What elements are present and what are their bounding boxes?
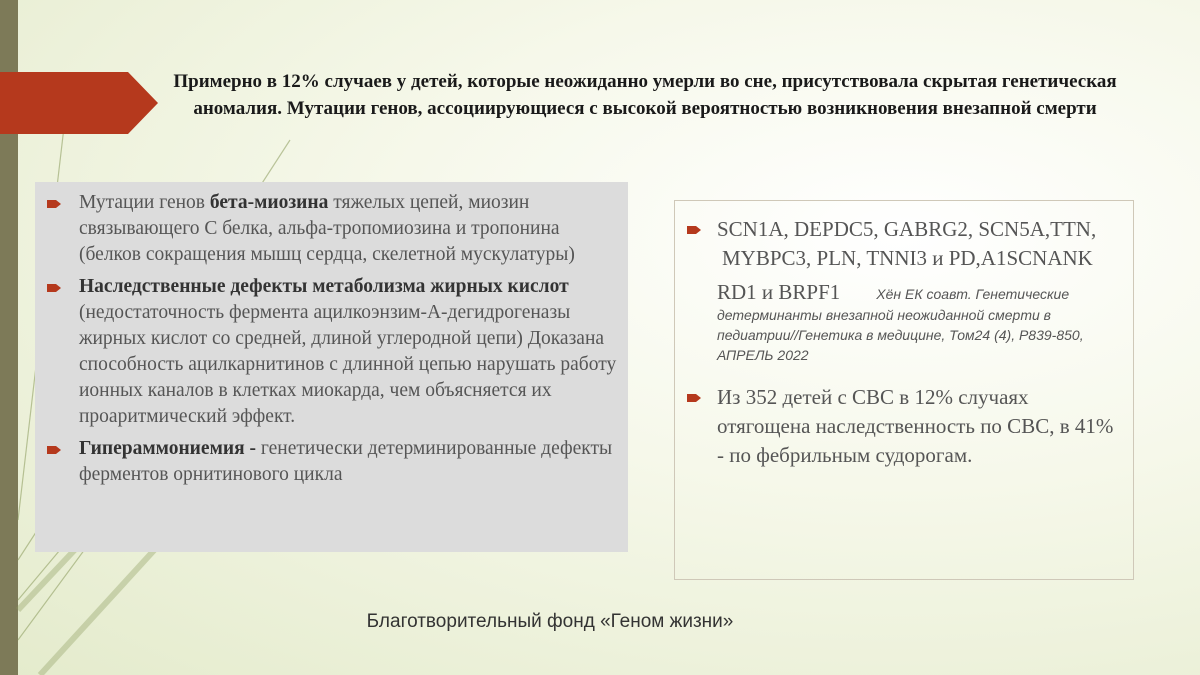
arrow-bullet-icon [47,283,61,293]
bullet-bold-text: бета-миозина [209,192,329,213]
bullet-text: тяжелых цепей, миозин связывающего С белка, альфа-тропомиозина и тропонина (белков сокращения мышц сердца, скелетной мускулатуры) [79,192,575,265]
bullet-statistics [687,383,1123,470]
bullet-text: генетически детерминированные дефекты ферментов орнитинового цикла [79,438,613,485]
bullet-fatty-acids [47,274,618,430]
genes-line: SCN1A, DEPDC5, GABRG2, SCN5A,TTN, [717,217,1097,241]
citation-text: Хён ЕК соавт. Генетические [876,286,1070,302]
arrow-bullet-icon [47,445,61,455]
arrow-bullet-icon [687,225,701,235]
arrow-bullet-icon [47,199,61,209]
bullet-bold-text: Наследственные дефекты метаболизма жирных кислот [79,276,569,297]
genes-text: RD1 и BRPF1 [717,280,841,304]
bullet-genes [687,215,1123,273]
bullet-text: Из 352 детей с СВС в 12% случаях отягощена наследственность по СВС, в 41% - по фебрильным судорогам. [717,385,1114,467]
genes-line: MYBPC3, PLN, TNNI3 и PD,A1SCNANK [722,246,1093,270]
bullet-bold-text: Гипераммониемия - [79,438,257,459]
genes-line-rd1 [687,279,1123,305]
footer-foundation: Благотворительный фонд «Геном жизни» [366,611,734,632]
title-arrow-banner [0,72,160,134]
bullet-hyperammonemia [47,436,618,488]
arrow-bullet-icon [687,393,701,403]
slide-title: Примерно в 12% случаев у детей, которые неожиданно умерли во сне, присутствовала скрытая генетическая аномалия. Мутации генов, ассоциирующиеся с высокой вероятностью возникновения внезапной смерти [173,71,1117,119]
bullet-text: Мутации генов [79,192,210,213]
right-content-box [674,200,1134,580]
bullet-beta-myosin [47,190,618,268]
bullet-text: (недостаточность фермента ацилкоэнзим-А-дегидрогеназы жирных кислот со средней, длиной углеродной цепи) Доказана способность ацилкарнитинов с длинной цепью нарушать работу ионных каналов в клетках миокарда, чем объясняется их проаритмический эффект. [79,302,617,427]
left-content-box [35,182,628,552]
citation-text: детерминанты внезапной неожиданной смерти в педиатрии//Генетика в медицине, Том24 (4), P839-850, АПРЕЛЬ 2022 [717,307,1084,363]
